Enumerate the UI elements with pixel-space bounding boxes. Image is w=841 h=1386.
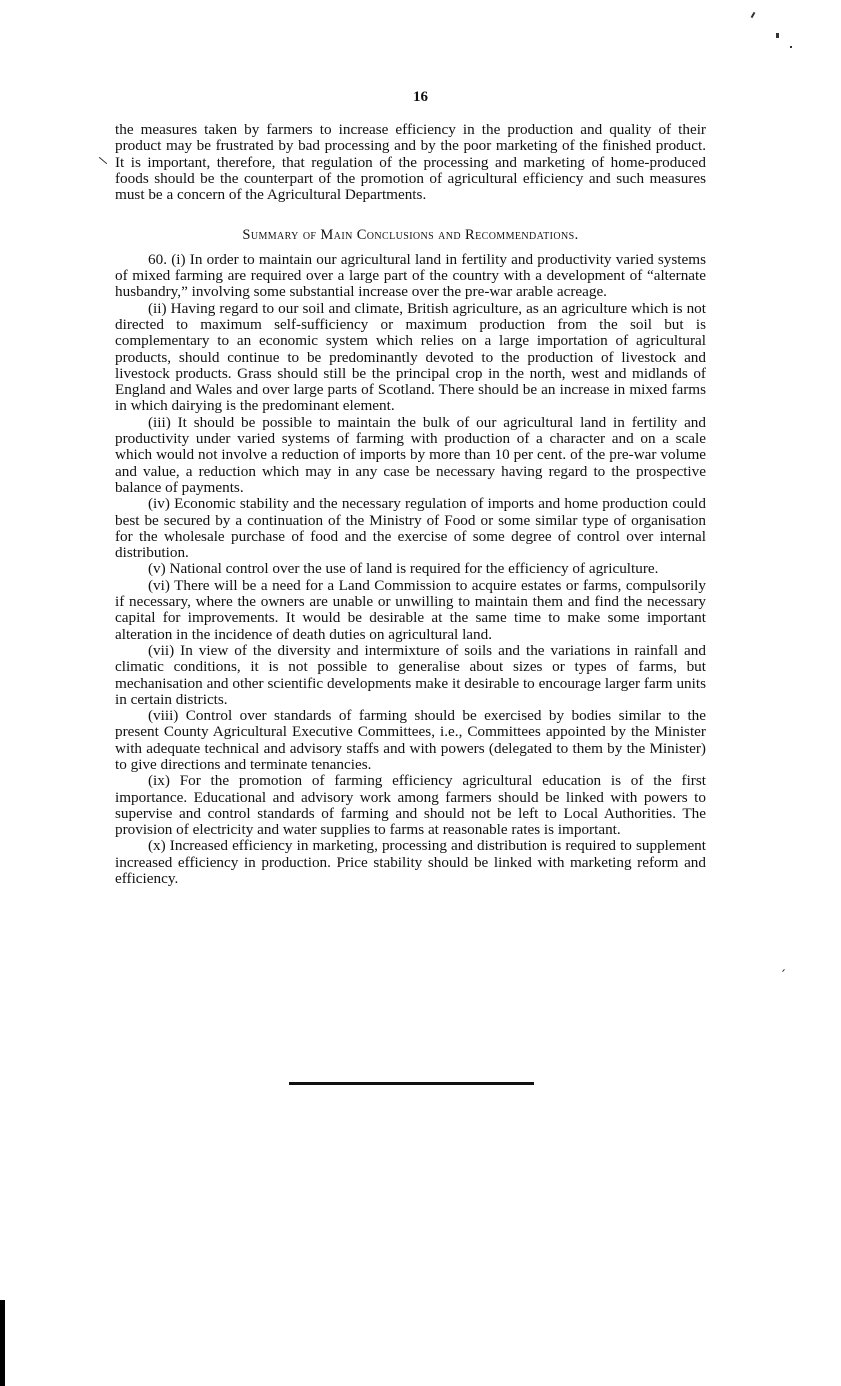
recommendation-8: (viii) Control over standards of farming should be exercised by bodies similar to the present County Agricultural Executive Committees, i.e., Committees appointed by the Minister with adequate technical and advisory staffs and with powers (delegated to them by the Minister) to give directions and terminate tenancies. bbox=[115, 707, 706, 773]
scan-speck bbox=[776, 33, 779, 38]
scan-speck bbox=[751, 12, 756, 18]
recommendation-1: 60. (i) In order to maintain our agricultural land in fertility and productivity varied systems of mixed farming are required over a large part of the country with a development of “alternate husbandry,” involving some substantial increase over the pre-war arable acreage. bbox=[115, 250, 706, 301]
recommendation-7: (vii) In view of the diversity and intermixture of soils and the variations in rainfall and climatic conditions, it is not possible to generalise about sizes or types of farms, but mechanisation and other scientific developments make it desirable to encourage larger farm units in certain districts. bbox=[115, 641, 706, 708]
scan-speck bbox=[782, 969, 785, 972]
recommendation-9: (ix) For the promotion of farming efficiency agricultural education is of the first importance. Educational and advisory work among farmers should be linked with powers to supervise and control standards of farming and should not be left to Local Authorities. The provision of electricity and water supplies to farms at reasonable rates is important. bbox=[115, 772, 706, 839]
page-number: 16 bbox=[413, 89, 428, 105]
intro-paragraph: the measures taken by farmers to increase efficiency in the production and quality of their product may be frustrated by bad processing and by the poor marketing of the finished product. It is important, therefore, that regulation of the processing and marketing of home-produced foods should be the counterpart of the promotion of agricultural efficiency and such measures must be a concern of the Agricultural Departments. bbox=[115, 121, 706, 204]
horizontal-rule bbox=[289, 1082, 534, 1085]
recommendation-10: (x) Increased efficiency in marketing, processing and distribution is required to supplement increased efficiency in production. Price stability should be linked with marketing reform and efficiency. bbox=[115, 837, 706, 888]
document-body bbox=[115, 122, 706, 887]
recommendation-3: (iii) It should be possible to maintain the bulk of our agricultural land in fertility and productivity under varied systems of farming with production of a character and on a scale which would not involve a reduction of imports by more than 10 per cent. of the pre-war volume and value, a reduction which may in any case be necessary having regard to the prospective balance of payments. bbox=[115, 413, 706, 496]
scan-speck bbox=[790, 46, 792, 48]
recommendation-6: (vi) There will be a need for a Land Commission to acquire estates or farms, compulsorily if necessary, where the owners are unable or unwilling to maintain them and find the necessary capital for improvements. It would be desirable at the same time to make some important alteration in the incidence of death duties on agricultural land. bbox=[115, 576, 706, 643]
margin-bar bbox=[0, 1300, 5, 1386]
scan-speck bbox=[99, 157, 107, 164]
section-heading: Summary of Main Conclusions and Recommendations. bbox=[242, 227, 579, 244]
recommendation-4: (iv) Economic stability and the necessary regulation of imports and home production could best be secured by a continuation of the Ministry of Food or some similar type of organisation for the wholesale purchase of food and the exercise of some degree of control over internal distribution. bbox=[115, 495, 706, 562]
recommendation-2: (ii) Having regard to our soil and climate, British agriculture, as an agriculture which is not directed to maximum self-sufficiency or maximum production from the soil but is complementary to an economic system which relies on a large importation of agricultural products, should continue to be predominantly devoted to the production of livestock and livestock products. Grass should still be the principal crop in the north, west and midlands of England and Wales and over large parts of Scotland. There should be an increase in mixed farms in which dairying is the predominant element. bbox=[115, 299, 706, 415]
recommendation-5: (v) National control over the use of land is required for the efficiency of agriculture. bbox=[148, 560, 659, 578]
